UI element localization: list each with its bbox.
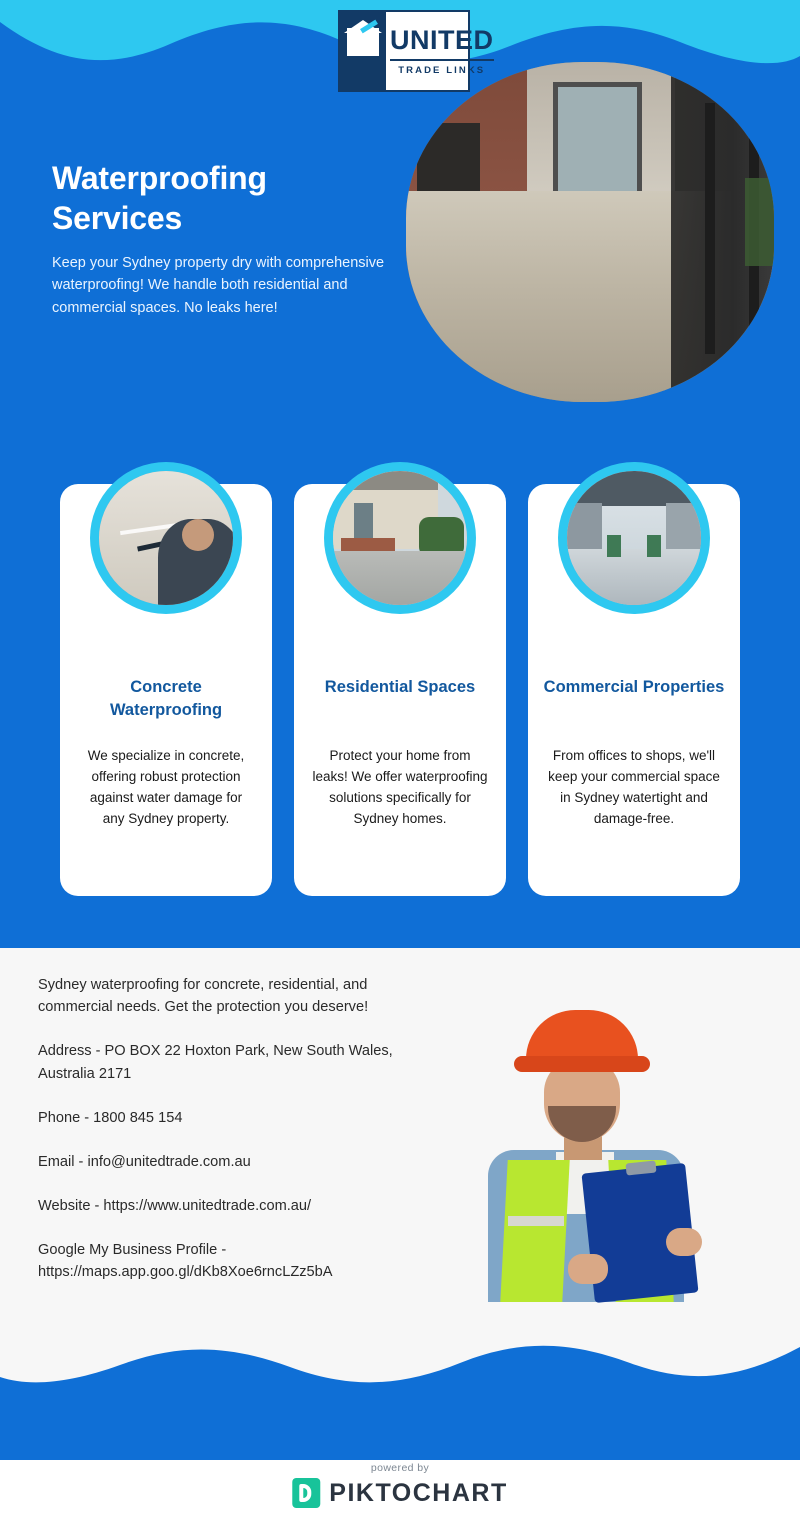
contact-section (0, 948, 800, 1333)
service-card-residential[interactable] (294, 484, 506, 896)
card-body: From offices to shops, we'll keep your commercial space in Sydney watertight and damage-free. (548, 748, 720, 826)
card-photo-ring (558, 462, 710, 614)
contact-google-business-profile[interactable]: Google My Business Profile - https://maps.app.goo.gl/dKb8Xoe6rncLZz5bA (38, 1242, 333, 1281)
card-photo-ring (324, 462, 476, 614)
pressure-washing-wall-photo (99, 471, 233, 605)
bottom-wave-section (0, 1333, 800, 1460)
house-paint-roller-icon (340, 12, 386, 90)
hero-photo (406, 62, 774, 402)
card-title: Commercial Properties (543, 678, 725, 696)
service-card-commercial[interactable] (528, 484, 740, 896)
contact-website[interactable]: Website - https://www.unitedtrade.com.au/ (38, 1198, 312, 1215)
piktochart-icon (292, 1478, 320, 1508)
footer (0, 1460, 800, 1531)
piktochart-wordmark: PIKTOCHART (329, 1478, 508, 1507)
logo-wordmark (386, 24, 494, 76)
contact-address: Address - PO BOX 22 Hoxton Park, New South Wales, Australia 2171 (38, 1043, 393, 1082)
card-title: Concrete Waterproofing (109, 678, 223, 719)
powered-by-label: powered by (370, 1462, 430, 1474)
contact-phone: Phone - 1800 845 154 (38, 1109, 183, 1126)
residential-house-photo (333, 471, 467, 605)
contact-email: Email - info@unitedtrade.com.au (38, 1153, 251, 1170)
commercial-corridor-photo (567, 471, 701, 605)
card-title: Residential Spaces (324, 678, 476, 696)
company-logo (338, 10, 494, 92)
card-body: Protect your home from leaks! We offer waterproofing solutions specifically for Sydney homes. (312, 748, 488, 826)
page-title: Waterproofing Services (52, 160, 267, 236)
service-card-concrete[interactable] (60, 484, 272, 896)
worker-with-clipboard-photo (452, 1010, 720, 1302)
card-body: We specialize in concrete, offering robust protection against water damage for any Sydney property. (87, 748, 245, 826)
bottom-wave-decoration (0, 1333, 800, 1393)
services-card-row (0, 484, 800, 904)
logo-line-2: TRADE LINKS (390, 59, 494, 76)
contact-intro: Sydney waterproofing for concrete, residential, and commercial needs. Get the protection you deserve! (38, 977, 369, 1016)
contact-details (38, 974, 418, 1306)
piktochart-logo[interactable] (292, 1478, 507, 1508)
card-photo-ring (90, 462, 242, 614)
hero-subtitle: Keep your Sydney property dry with comprehensive waterproofing! We handle both residential and commercial spaces. No leaks here! (52, 255, 385, 316)
logo-line-1: UNITED (390, 24, 494, 55)
